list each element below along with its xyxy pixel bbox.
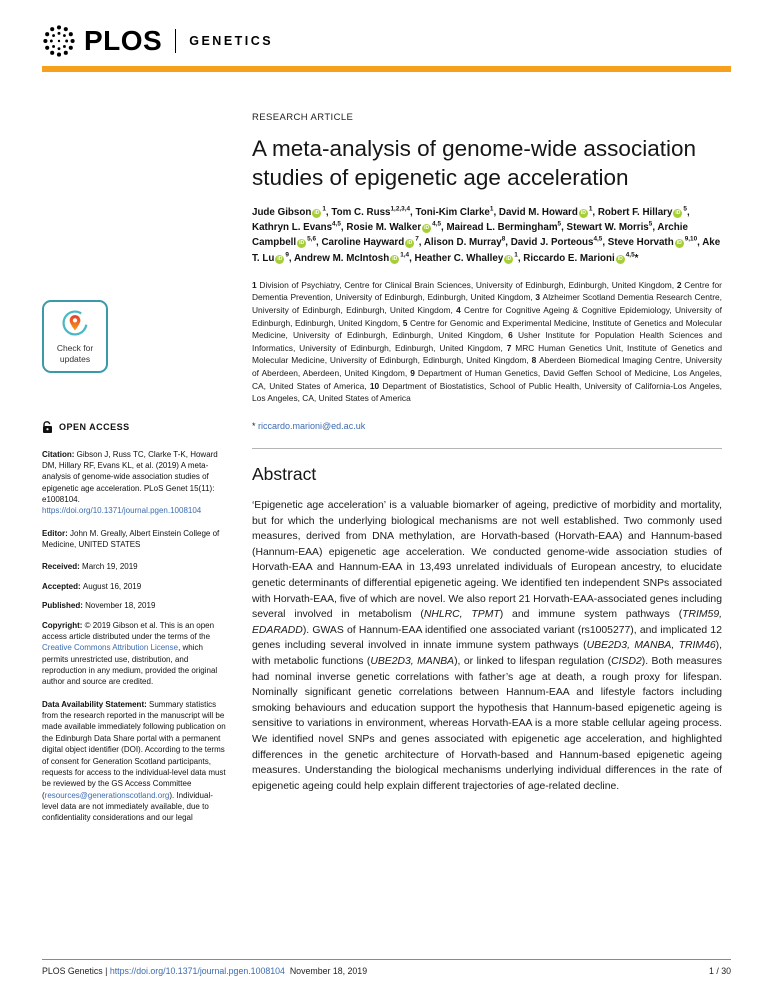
- orcid-icon[interactable]: iD: [506, 255, 512, 262]
- plos-logo: [42, 24, 731, 58]
- footer-citation: PLOS Genetics | https://doi.org/10.1371/journal.pgen.1008104 November 18, 2019: [42, 966, 368, 976]
- header-rule: [42, 66, 731, 72]
- check-updates-line2: updates: [59, 353, 91, 364]
- open-access-label: OPEN ACCESS: [59, 421, 130, 432]
- article: [252, 112, 722, 794]
- orcid-icon[interactable]: iD: [676, 240, 682, 247]
- footer: [42, 966, 731, 976]
- cc-license-link[interactable]: Creative Commons Attribution License: [42, 643, 179, 653]
- plos-logo-text: PLOS: [84, 25, 163, 56]
- citation: Citation: Gibson J, Russ TC, Clarke T-K, Howard DM, Hillary RF, Evans KL, et al. (2019) A meta-analysis of genome-wide association studies of epigenetic age acceleration. PLoS Genet 15(11): e1008104. https://doi.org/10.1371/journal.pgen.1008104: [42, 449, 218, 516]
- orcid-icon[interactable]: iD: [277, 255, 283, 262]
- orcid-icon[interactable]: iD: [580, 210, 586, 217]
- orcid-icon[interactable]: iD: [392, 255, 398, 262]
- page-number: 1 / 30: [708, 966, 731, 976]
- footer-rule: [42, 959, 731, 960]
- published-date: Published: November 18, 2019: [42, 601, 156, 611]
- affiliations: 1 Division of Psychiatry, Centre for Clinical Brain Sciences, University of Edinburgh, Edinburgh, United Kingdom, 2 Centre for Dementia Prevention, University of Edinburgh, Edinburgh, United Kingdom, 3 Alzheimer Scotland Dementia Research Centre, University of Edinburgh, Edinburgh, United Kingdom, 4 Centre for Cognitive Ageing & Cognitive Epidemiology, University of Edinburgh, Edinburgh, United Kingdom, 5 Centre for Genomic and Experimental Medicine, Institute of Genetics and Molecular Medicine, University of Edinburgh, Edinburgh, United Kingdom, 6 Usher Institute for Population Health Sciences and Informatics, University of Edinburgh, Edinburgh, United Kingdom, 7 MRC Human Genetics Unit, Institute of Genetics and Molecular Medicine, University of Edinburgh, Edinburgh, United Kingdom, 8 Aberdeen Biomedical Imaging Centre, University of Aberdeen, Aberdeen, United Kingdom, 9 Department of Human Genetics, David Geffen School of Medicine, Los Angeles, CA, United States of America, 10 Department of Biostatistics, School of Public Health, University of California-Los Angeles, Los Angeles, CA, United States of America: [252, 279, 722, 404]
- abstract-text: ‘Epigenetic age acceleration’ is a valuable biomarker of ageing, predictive of morbidity and mortality, but for which the underlying biological mechanisms are not well established. Two commonly used measures, derived from DNA methylation, are Horvath-based (Horvath-EAA) and Hannum-based (Hannum-EAA) epigenetic age acceleration. We conducted genome-wide association studies of Horvath-EAA and Hannum-EAA in 13,493 unrelated individuals of European ancestry, to elucidate genetic determinants of differential epigenetic ageing. We identified ten independent SNPs associated with Horvath-EAA, five of which are novel. We also report 21 Horvath-EAA-associated genes including several involved in metabolism (NHLRC, TPMT) and immune system pathways (TRIM59, EDARADD). GWAS of Hannum-EAA identified one associated variant (rs1005277), and implicated 12 genes including several involved in innate immune system pathways (UBE2D3, MANBA, TRIM46), with metabolic functions (UBE2D3, MANBA), or linked to lifespan regulation (CISD2). Both measures had nominal inverse genetic correlations with father’s age at death, a rough proxy for lifespan. Nominally significant genetic correlations between Hannum-EAA and lifestyle factors including smoking behaviours and education support the hypothesis that Hannum-based epigenetic ageing is sensitive to variations in environment, whereas Horvath-EAA is a more stable cellular ageing process. We identified novel SNPs and genes associated with epigenetic age acceleration, and highlighted differences in the genetic architecture of Horvath-based and Hannum-based epigenetic ageing measures. Understanding the biological mechanisms underlying individual differences in the rate of epigenetic ageing could help explain different trajectories of age-related decline.: [252, 499, 723, 792]
- logo-divider: [175, 29, 176, 53]
- open-access: [42, 421, 228, 434]
- sidebar: [42, 300, 228, 835]
- orcid-icon[interactable]: iD: [617, 255, 623, 262]
- abstract-heading: Abstract: [252, 463, 317, 484]
- journal-name: GENETICS: [189, 34, 274, 48]
- crossmark-pin-icon: [62, 310, 88, 336]
- orcid-icon[interactable]: iD: [407, 240, 413, 247]
- orcid-icon[interactable]: iD: [314, 210, 320, 217]
- abstract-section: [252, 448, 722, 795]
- author-list: Jude Gibson $iD^1$, Tom C. Russ$^{1,2,3,4}$, Toni-Kim Clarke$^1$, David M. Howard $iD^1$, Robert F. Hillary $iD^5$, Kathryn L. Evans$^{4,5}$, Rosie M. Walker iD$^{4,5}$, Mairead L. Bermingham$^5$, Stewart W. Morris$^5$, Archie Campbell iD$^{5,6}$, Caroline Hayward $iD^7$, Alison D. Murray$^8$, David J. Porteous$^{4,5}$, Steve Horvath iD$^{9,10}$, Ake T. Lu $iD^9$, Andrew M. McIntosh iD$^{1,4}$, Heather C. Whalley $iD^1$, Riccardo E. Marioni iD$^{4,5}$*: [252, 205, 721, 264]
- data-availability: Data Availability Statement: Summary statistics from the research reported in the manuscript will be made available immediately following publication on the Edinburgh Data Share portal with a permanent digital object identifier (DOI). According to the terms of consent for Generation Scotland participants, requests for access to the individual-level data must be reviewed by the GS Access Committee (resources@generationscotland.org). Individual-level data are not immediately available, due to confidentiality considerations and our legal: [42, 699, 226, 823]
- editor: Editor: John M. Greally, Albert Einstein College of Medicine, UNITED STATES: [42, 528, 220, 550]
- orcid-icon[interactable]: iD: [299, 240, 305, 247]
- journal-header: [42, 24, 731, 58]
- gs-email-link[interactable]: resources@generationscotland.org: [44, 790, 170, 800]
- plos-logo-icon: [42, 24, 76, 58]
- orcid-icon[interactable]: iD: [424, 225, 430, 232]
- orcid-icon[interactable]: iD: [675, 210, 681, 217]
- check-for-updates-badge[interactable]: [42, 300, 108, 373]
- copyright: Copyright: © 2019 Gibson et al. This is an open access article distributed under the terms of the Creative Commons Attribution License, which permits unrestricted use, distribution, and reproduction in any medium, provided the original author and source are credited.: [42, 620, 218, 687]
- article-title: A meta-analysis of genome-wide association studies of epigenetic age acceleration: [252, 136, 696, 190]
- citation-doi-link[interactable]: https://doi.org/10.1371/journal.pgen.1008104: [42, 506, 202, 516]
- accepted-date: Accepted: August 16, 2019: [42, 581, 142, 591]
- open-lock-icon: [42, 421, 53, 434]
- article-type-label: RESEARCH ARTICLE: [252, 112, 354, 123]
- corresponding-email: * riccardo.marioni@ed.ac.uk: [252, 420, 366, 431]
- received-date: Received: March 19, 2019: [42, 562, 138, 572]
- footer-doi-link[interactable]: https://doi.org/10.1371/journal.pgen.1008104: [109, 966, 285, 976]
- corresponding-email-link[interactable]: riccardo.marioni@ed.ac.uk: [258, 420, 366, 431]
- check-updates-line1: Check for: [56, 343, 94, 354]
- check-updates-text: [49, 343, 101, 364]
